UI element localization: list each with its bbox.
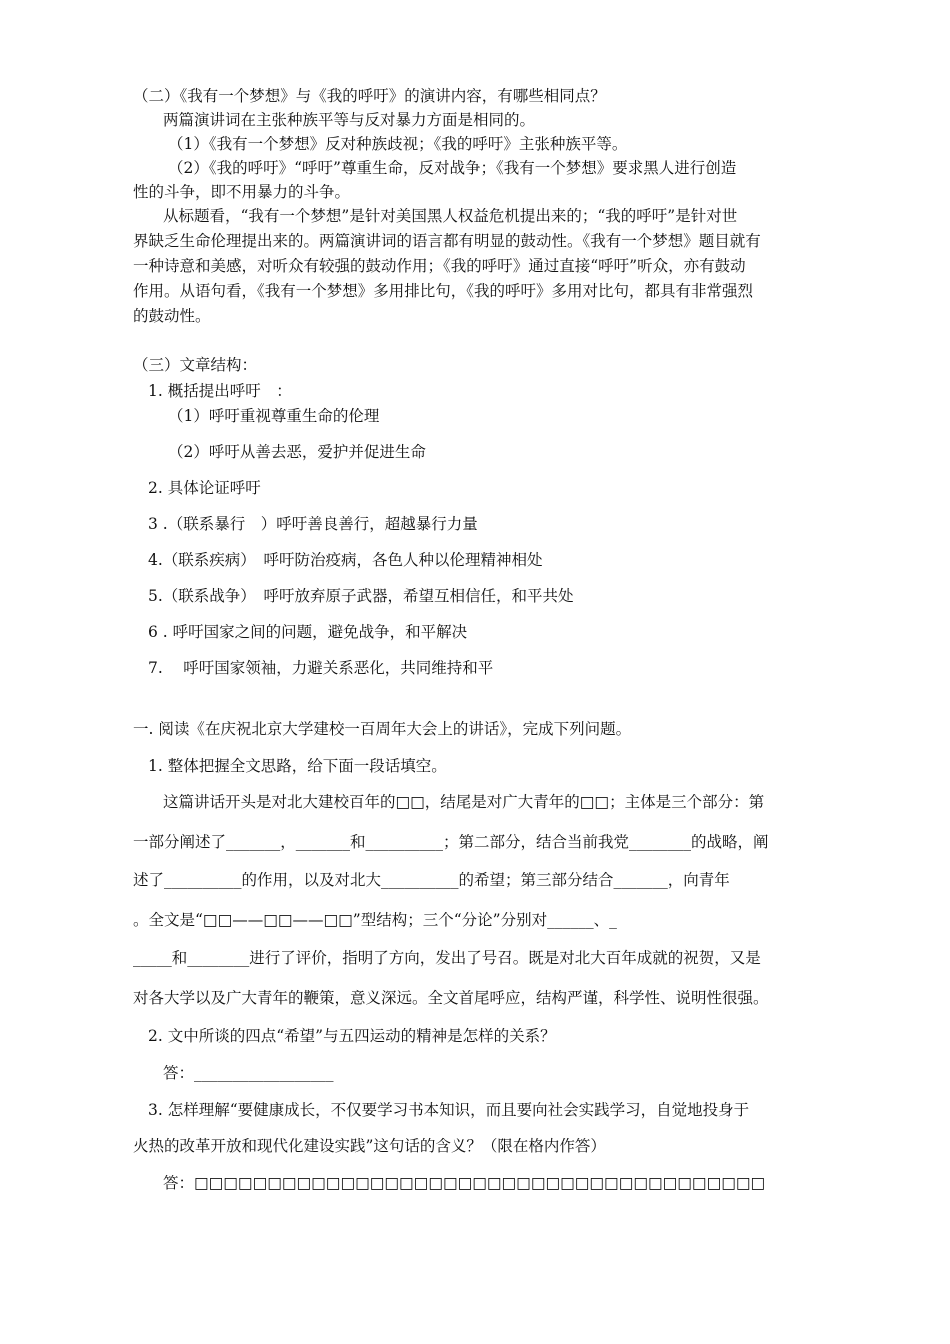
structure-item: 5.（联系战争） 呼吁放弃原子武器，希望互相信任，和平共处 <box>148 587 574 605</box>
section-2-point-1: （1）《我有一个梦想》反对种族歧视；《我的呼吁》主张种族平等。 <box>168 135 628 153</box>
structure-item: 2. 具体论证呼吁 <box>148 479 261 497</box>
structure-item: 6 . 呼吁国家之间的问题，避免战争，和平解决 <box>148 623 468 641</box>
structure-item: 7. 呼吁国家领袖，力避关系恶化，共同维持和平 <box>148 659 494 677</box>
section-2-paragraph-line: 界缺乏生命伦理提出来的。两篇演讲词的语言都有明显的鼓动性。《我有一个梦想》题目就有 <box>133 232 761 250</box>
section-2-intro: 两篇演讲词在主张种族平等与反对暴力方面是相同的。 <box>163 111 536 129</box>
question-3-line-1: 3. 怎样理解“要健康成长，不仅要学习书本知识，而且要向社会实践学习，自觉地投身于 <box>148 1101 750 1119</box>
section-2-paragraph-line: 一种诗意和美感，对听众有较强的鼓动作用；《我的呼吁》通过直接“呼吁”听众，亦有鼓动 <box>133 257 746 275</box>
question-1: 1. 整体把握全文思路，给下面一段话填空。 <box>148 757 447 775</box>
answer-3-grid: 答：□□□□□□□□□□□□□□□□□□□□□□□□□□□□□□□□□□□□□□□ <box>163 1174 766 1192</box>
question-3-line-2: 火热的改革开放和现代化建设实践”这句话的含义？（限在格内作答） <box>133 1137 606 1155</box>
section-2-heading: （二）《我有一个梦想》与《我的呼吁》的演讲内容，有哪些相同点？ <box>133 87 606 105</box>
structure-item: 1. 概括提出呼吁 ： <box>148 382 292 400</box>
answer-2-blank: 答：__________________ <box>163 1064 334 1082</box>
fill-in-line: 一部分阐述了_______，_______和__________；第二部分，结合当前我党________的战略，阐 <box>133 833 769 851</box>
section-2-point-2-line-1: （2）《我的呼吁》“呼吁”尊重生命，反对战争；《我有一个梦想》要求黑人进行创造 <box>168 159 737 177</box>
section-2-paragraph-line: 作用。从语句看，《我有一个梦想》多用排比句，《我的呼吁》多用对比句，都具有非常强烈 <box>133 282 754 300</box>
structure-item: 3 .（联系暴行 ）呼吁善良善行，超越暴行力量 <box>148 515 478 533</box>
section-2-point-2-line-2: 性的斗争，即不用暴力的斗争。 <box>133 183 351 201</box>
section-4-heading: 一. 阅读《在庆祝北京大学建校一百周年大会上的讲话》，完成下列问题。 <box>133 720 632 738</box>
fill-in-line: 。全文是“□□——□□——□□”型结构；三个“分论”分别对______、_ <box>133 911 617 929</box>
structure-item: （2）呼吁从善去恶，爱护并促进生命 <box>168 443 426 461</box>
section-2-paragraph-line: 从标题看，“我有一个梦想”是针对美国黑人权益危机提出来的；“我的呼吁”是针对世 <box>163 207 738 225</box>
structure-item: （1）呼吁重视尊重生命的伦理 <box>168 407 380 425</box>
fill-in-line: _____和________进行了评价，指明了方向，发出了号召。既是对北大百年成就的祝贺，又是 <box>133 949 761 967</box>
fill-in-line: 对各大学以及广大青年的鞭策，意义深远。全文首尾呼应，结构严谨，科学性、说明性很强。 <box>133 989 769 1007</box>
section-2-paragraph-line: 的鼓动性。 <box>133 307 211 325</box>
section-3-heading: （三）文章结构： <box>133 356 258 374</box>
fill-in-line: 述了__________的作用，以及对北大__________的希望；第三部分结合_______，向青年 <box>133 871 730 889</box>
fill-in-line: 这篇讲话开头是对北大建校百年的□□，结尾是对广大青年的□□；主体是三个部分：第 <box>163 793 765 811</box>
question-2: 2. 文中所谈的四点“希望”与五四运动的精神是怎样的关系？ <box>148 1027 556 1045</box>
structure-item: 4.（联系疾病） 呼吁防治疫病，各色人种以伦理精神相处 <box>148 551 543 569</box>
